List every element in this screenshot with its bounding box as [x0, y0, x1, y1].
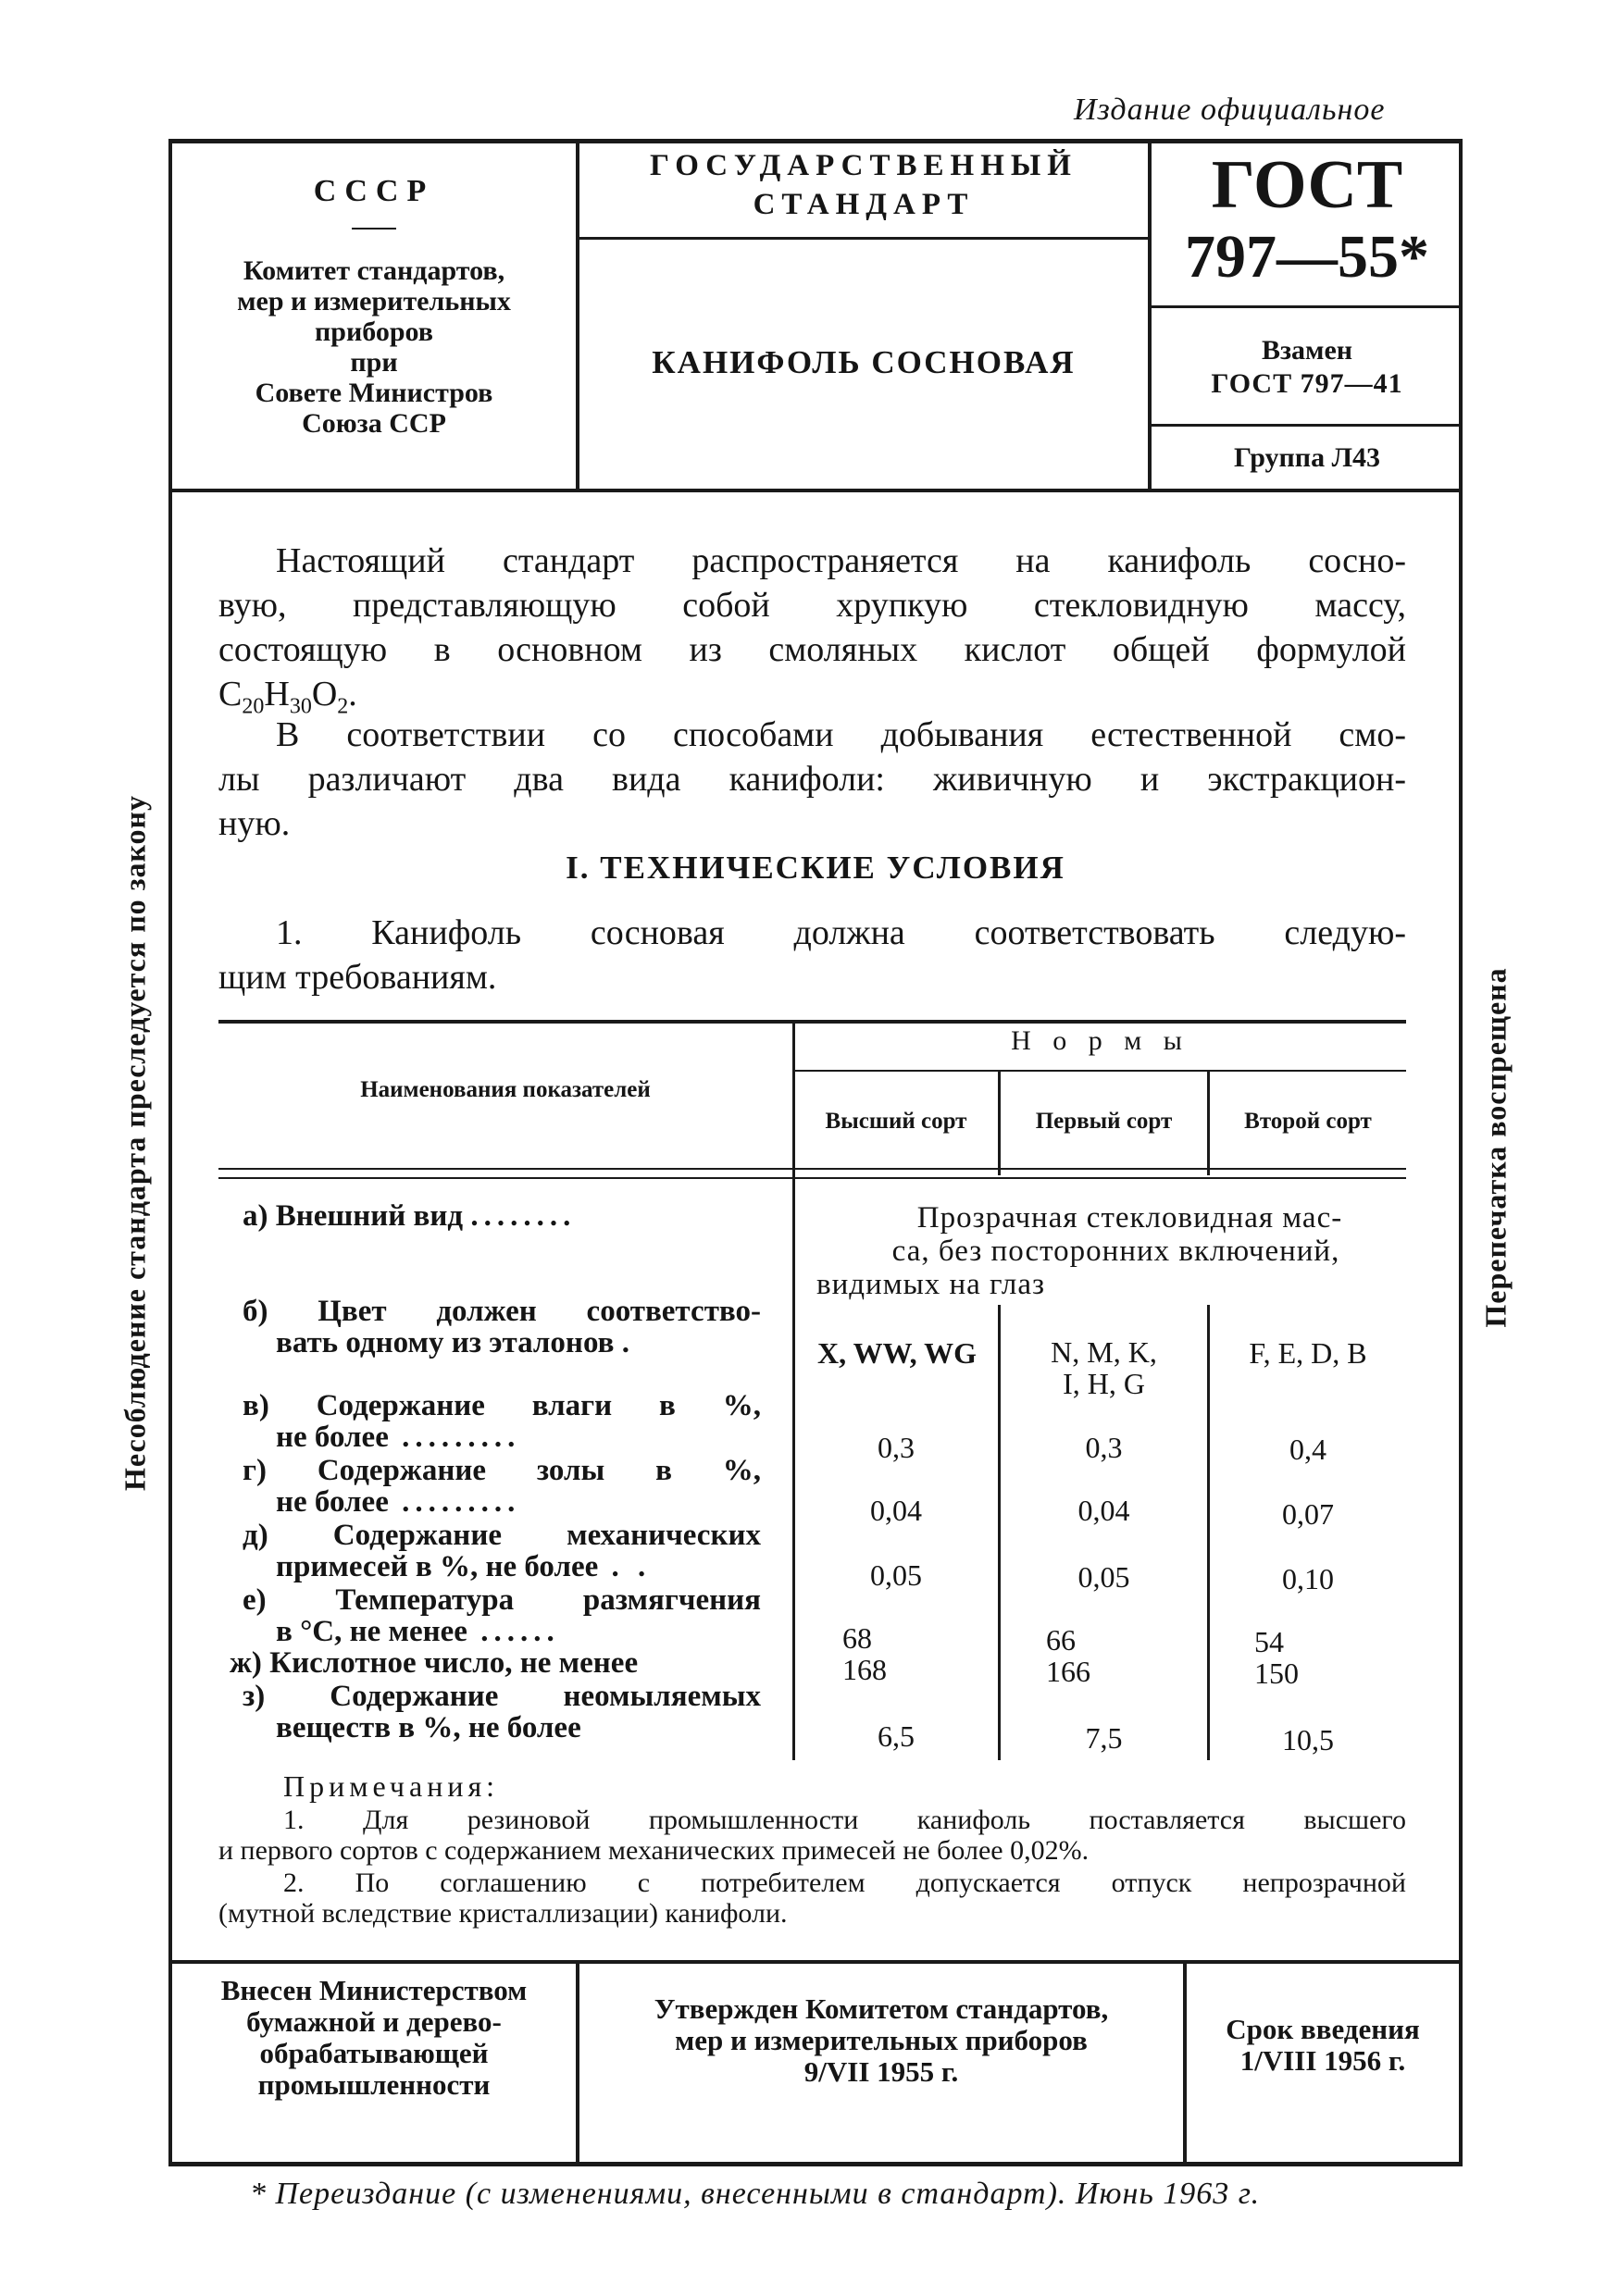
row-label-e: д) Содержание механических примесей в %, не более . . — [243, 1519, 761, 1583]
frame-top-line — [168, 139, 1463, 143]
group-label: Группа Л43 — [1234, 442, 1380, 473]
left-margin-warning: Несоблюдение стандарта преследуется по закону — [118, 795, 152, 1491]
norms-underline — [794, 1070, 1406, 1072]
introduced-by: Внесен Министерством бумажной и дерево- обрабатывающей промышленности — [220, 1974, 528, 2101]
country-label: СССР — [313, 174, 435, 208]
right-margin-notice: Перепечатка воспрещена — [1478, 967, 1513, 1328]
note-2: 2. По соглашению с потребителем допускается отпуск непрозрачной (мутной вследствие кристаллизации) канифоли. — [218, 1868, 1406, 1929]
table-top-line — [218, 1020, 1406, 1024]
section-heading: I. ТЕХНИЧЕСКИЕ УСЛОВИЯ — [566, 850, 1065, 886]
row-b-value-1: X, WW, WG — [817, 1336, 977, 1370]
row-c-value-1: 0,3 — [878, 1431, 915, 1464]
notes-heading: Примечания: — [283, 1769, 500, 1803]
state-standard-underline — [576, 237, 1152, 240]
row-e-value-3: 0,10 — [1282, 1562, 1334, 1595]
row-f-value-1: 68 — [842, 1621, 872, 1655]
note-1: 1. Для резиновой промышленности канифоль поставляется высшего и первого сортов с содержанием механических примесей не более 0,02%. — [218, 1805, 1406, 1866]
grade-header-1: Высший сорт — [825, 1109, 967, 1134]
reprint-note: * Переиздание (с изменениями, внесенными в стандарт). Июнь 1963 г. — [250, 2177, 1261, 2211]
effective-date: Срок введения 1/VIII 1956 г. — [1226, 2013, 1420, 2077]
row-a-span-value: Прозрачная стекловидная мас- са, без посторонних включений, видимых на глаз — [816, 1201, 1343, 1301]
row-label-a: а) Внешний вид ........ — [243, 1199, 577, 1233]
gost-label: ГОСТ — [1211, 147, 1403, 223]
formula: $C_{20}H_{30}O_2$. — [218, 675, 357, 719]
table-divider-grade-2-body — [1207, 1305, 1210, 1760]
frame-left-line — [168, 139, 172, 2166]
column-header-norms: Н о р м ы — [1011, 1025, 1189, 1056]
row-c-value-2: 0,3 — [1085, 1431, 1123, 1464]
row-d-value-2: 0,04 — [1077, 1494, 1130, 1527]
grade-header-2: Первый сорт — [1035, 1109, 1173, 1134]
edition-label: Издание официальное — [1074, 93, 1386, 127]
row-label-c: в) Содержание влаги в %, не более ......... — [243, 1389, 761, 1454]
row-label-f: е) Температура размягчения в °С, не менее ...... — [243, 1583, 761, 1648]
table-header-line-2 — [218, 1177, 1406, 1179]
table-header-line-1 — [218, 1168, 1406, 1170]
state-standard-label: ГОСУДАРСТВЕННЫЙ СТАНДАРТ — [650, 149, 1077, 221]
frame-bottom-line — [168, 2162, 1463, 2166]
replaces-underline — [1148, 424, 1463, 427]
row-label-b: б) Цвет должен соответство- вать одному из эталонов . — [243, 1295, 761, 1359]
approved-by: Утвержден Комитетом стандартов, мер и измерительных приборов 9/VII 1955 г. — [654, 1992, 1109, 2088]
row-g-value-2: 166 — [1046, 1655, 1090, 1688]
row-d-value-3: 0,07 — [1282, 1497, 1334, 1531]
row-h-value-2: 7,5 — [1085, 1721, 1123, 1755]
gost-underline — [1148, 305, 1463, 308]
row-g-value-1: 168 — [842, 1653, 887, 1686]
column-header-names: Наименования показателей — [360, 1077, 651, 1102]
row-label-h: з) Содержание неомыляемых веществ в %, не более — [243, 1680, 761, 1744]
replaces-label: Взамен — [1261, 335, 1353, 366]
row-e-value-2: 0,05 — [1077, 1560, 1130, 1594]
country-underline — [352, 228, 396, 230]
row-h-value-3: 10,5 — [1282, 1723, 1334, 1756]
clause-1: 1. Канифоль сосновая должна соответствовать следую- щим требованиям. — [218, 913, 1406, 997]
row-h-value-1: 6,5 — [878, 1719, 915, 1753]
intro-paragraph-2: В соответствии со способами добывания естественной смо- лы различают два вида канифоли: живичную и экстракцион- ную. — [218, 715, 1406, 843]
intro-paragraph-1: Настоящий стандарт распространяется на канифоль сосно- вую, представляющую собой хрупкую стекловидную массу, состоящую в основном из смоляных кислот общей формулой $C_{20}H_{30}O_2$. — [218, 539, 1406, 729]
row-d-value-1: 0,04 — [870, 1494, 922, 1527]
footer-top-line — [168, 1960, 1463, 1964]
row-b-value-3: F, E, D, B — [1249, 1336, 1367, 1370]
row-b-value-2: N, M, K, I, H, G — [1051, 1335, 1157, 1400]
replaces-value: ГОСТ 797—41 — [1211, 368, 1403, 399]
row-g-value-3: 150 — [1254, 1657, 1299, 1690]
row-e-value-1: 0,05 — [870, 1558, 922, 1592]
row-label-g: ж) Кислотное число, не менее — [230, 1646, 639, 1680]
row-f-value-3: 54 — [1254, 1625, 1284, 1658]
row-label-d: г) Содержание золы в %, не более ......... — [243, 1454, 761, 1519]
committee-text: Комитет стандартов, мер и измерительных приборов при Совете Министров Союза ССР — [237, 255, 511, 439]
header-bottom-line — [168, 489, 1463, 492]
grade-header-3: Второй сорт — [1244, 1109, 1372, 1134]
document-title: КАНИФОЛЬ СОСНОВАЯ — [652, 344, 1076, 380]
gost-number: 797—55* — [1185, 223, 1429, 291]
row-c-value-3: 0,4 — [1289, 1433, 1326, 1466]
row-f-value-2: 66 — [1046, 1623, 1076, 1657]
